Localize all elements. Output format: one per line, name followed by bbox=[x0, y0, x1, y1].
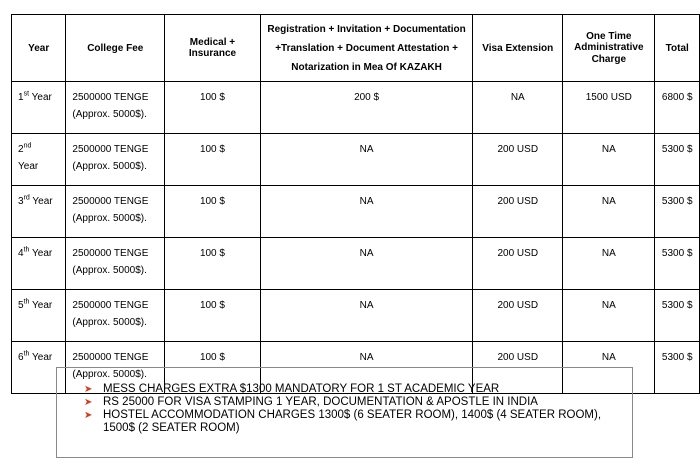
cell-medical: 100 $ bbox=[165, 290, 261, 342]
header-year: Year bbox=[12, 15, 66, 82]
fee-approx: (Approx. 5000$). bbox=[72, 213, 147, 224]
cell-total: 5300 $ bbox=[655, 290, 700, 342]
header-row bbox=[12, 15, 700, 82]
fee-amount: 2500000 TENGE bbox=[72, 248, 149, 259]
cell-medical: 100 $ bbox=[165, 186, 261, 238]
cell-medical: 100 $ bbox=[165, 238, 261, 290]
year-word: Year bbox=[18, 161, 39, 172]
cell-visa-extension: NA bbox=[473, 82, 563, 134]
fee-approx: (Approx. 5000$). bbox=[72, 265, 147, 276]
year-word: Year bbox=[32, 196, 53, 207]
year-suffix: rd bbox=[23, 194, 30, 202]
cell-total: 5300 $ bbox=[655, 134, 700, 186]
year-number: 5 bbox=[18, 300, 24, 311]
year-number: 6 bbox=[18, 352, 24, 363]
cell-registration: NA bbox=[260, 342, 473, 394]
cell-registration: NA bbox=[260, 238, 473, 290]
cell-total: 6800 $ bbox=[655, 82, 700, 134]
note-text: MESS CHARGES EXTRA $1300 MANDATORY FOR 1 ST ACADEMIC YEAR bbox=[103, 383, 500, 395]
table-row bbox=[12, 238, 700, 290]
cell-admin-charge: NA bbox=[563, 342, 655, 394]
year-word: Year bbox=[32, 300, 53, 311]
header-registration: Registration + Invitation + Documentation +Translation + Document Attestation + Notarization in Mea Of KAZAKH bbox=[260, 15, 473, 82]
cell-year bbox=[12, 290, 66, 342]
list-item bbox=[84, 409, 632, 435]
notes-box bbox=[56, 367, 633, 458]
fee-amount: 2500000 TENGE bbox=[72, 144, 149, 155]
table-row bbox=[12, 134, 700, 186]
cell-year bbox=[12, 238, 66, 290]
note-text: RS 25000 FOR VISA STAMPING 1 YEAR, DOCUMENTATION & APOSTLE IN INDIA bbox=[103, 396, 538, 408]
cell-admin-charge: NA bbox=[563, 134, 655, 186]
cell-admin-charge: NA bbox=[563, 186, 655, 238]
cell-visa-extension: 200 USD bbox=[473, 134, 563, 186]
cell-medical: 100 $ bbox=[165, 82, 261, 134]
fee-amount: 2500000 TENGE bbox=[72, 92, 149, 103]
header-total: Total bbox=[655, 15, 700, 82]
year-word: Year bbox=[32, 248, 53, 259]
table-row bbox=[12, 186, 700, 238]
cell-registration: NA bbox=[260, 134, 473, 186]
fee-table-body bbox=[12, 82, 700, 394]
year-suffix: th bbox=[23, 350, 30, 358]
cell-visa-extension: 200 USD bbox=[473, 290, 563, 342]
cell-total: 5300 $ bbox=[655, 342, 700, 394]
header-admin-charge: One Time Administrative Charge bbox=[563, 15, 655, 82]
cell-year bbox=[12, 82, 66, 134]
list-item bbox=[84, 396, 632, 409]
cell-year bbox=[12, 186, 66, 238]
arrow-bullet-icon: ➤ bbox=[84, 410, 93, 421]
cell-college-fee bbox=[66, 82, 165, 134]
cell-visa-extension: 200 USD bbox=[473, 186, 563, 238]
table-row bbox=[12, 290, 700, 342]
cell-total: 5300 $ bbox=[655, 238, 700, 290]
header-visa-extension: Visa Extension bbox=[473, 15, 563, 82]
cell-visa-extension: 200 USD bbox=[473, 238, 563, 290]
fee-amount: 2500000 TENGE bbox=[72, 352, 149, 363]
arrow-bullet-icon: ➤ bbox=[84, 384, 93, 395]
fee-approx: (Approx. 5000$). bbox=[72, 161, 147, 172]
cell-admin-charge: 1500 USD bbox=[563, 82, 655, 134]
year-suffix: th bbox=[23, 246, 30, 254]
arrow-bullet-icon: ➤ bbox=[84, 397, 93, 408]
fee-approx: (Approx. 5000$). bbox=[72, 369, 147, 380]
year-suffix: st bbox=[23, 90, 30, 98]
notes-list bbox=[84, 383, 632, 435]
year-word: Year bbox=[32, 352, 53, 363]
fee-amount: 2500000 TENGE bbox=[72, 300, 149, 311]
cell-year bbox=[12, 134, 66, 186]
cell-college-fee bbox=[66, 290, 165, 342]
cell-registration: NA bbox=[260, 290, 473, 342]
year-number: 1 bbox=[18, 92, 24, 103]
table-row bbox=[12, 82, 700, 134]
header-medical: Medical + Insurance bbox=[165, 15, 261, 82]
list-item bbox=[84, 383, 632, 396]
cell-visa-extension: 200 USD bbox=[473, 342, 563, 394]
year-suffix: nd bbox=[23, 142, 32, 150]
fee-amount: 2500000 TENGE bbox=[72, 196, 149, 207]
cell-registration: NA bbox=[260, 186, 473, 238]
fee-approx: (Approx. 5000$). bbox=[72, 109, 147, 120]
cell-medical: 100 $ bbox=[165, 342, 261, 394]
year-word: Year bbox=[31, 92, 52, 103]
fee-table bbox=[11, 14, 700, 394]
note-text: HOSTEL ACCOMMODATION CHARGES 1300$ (6 SEATER ROOM), 1400$ (4 SEATER ROOM), 1500$ (2 SEATER ROOM) bbox=[103, 409, 602, 434]
cell-registration: 200 $ bbox=[260, 82, 473, 134]
year-suffix: th bbox=[23, 298, 30, 306]
header-college-fee: College Fee bbox=[66, 15, 165, 82]
year-number: 3 bbox=[18, 196, 24, 207]
cell-admin-charge: NA bbox=[563, 238, 655, 290]
year-number: 4 bbox=[18, 248, 24, 259]
cell-admin-charge: NA bbox=[563, 290, 655, 342]
fee-approx: (Approx. 5000$). bbox=[72, 317, 147, 328]
cell-college-fee bbox=[66, 238, 165, 290]
cell-total: 5300 $ bbox=[655, 186, 700, 238]
cell-college-fee bbox=[66, 134, 165, 186]
year-number: 2 bbox=[18, 144, 24, 155]
cell-college-fee bbox=[66, 186, 165, 238]
cell-medical: 100 $ bbox=[165, 134, 261, 186]
